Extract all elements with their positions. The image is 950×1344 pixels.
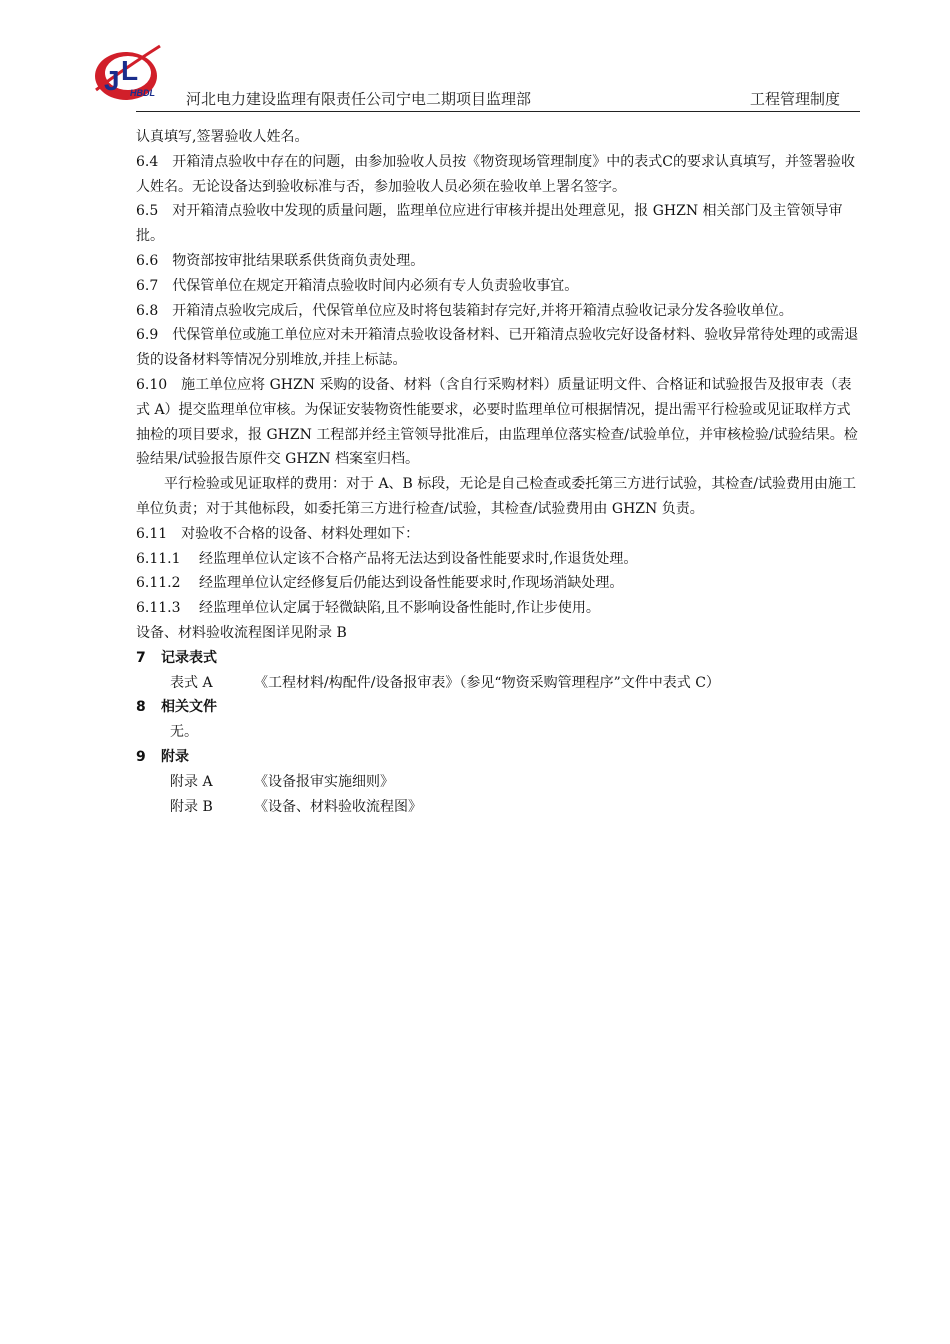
paragraph: 认真填写,签署验收人姓名。 — [136, 129, 309, 145]
appendix-text: 《设备报审实施细则》 — [254, 773, 394, 790]
section-heading-7 — [136, 646, 862, 671]
section-title: 记录表式 — [161, 649, 217, 666]
section-heading-8 — [136, 695, 862, 720]
paragraph: 6.9 代保管单位或施工单位应对未开箱清点验收设备材料、已开箱清点验收完好设备材料、验收异常待处理的或需退货的设备材料等情况分别堆放,并挂上标誌。 — [136, 327, 859, 369]
section-title: 相关文件 — [161, 699, 217, 716]
record-row — [136, 671, 862, 696]
paragraph: 6.4 开箱清点验收中存在的问题，由参加验收人员按《物资现场管理制度》中的表式C的要求认真填写，并签署验收人姓名。无论设备达到验收标准与否，参加验收人员必须在验收单上署名签字。 — [136, 153, 855, 195]
section-title: 附录 — [161, 748, 189, 765]
paragraph: 6.7 代保管单位在规定开箱清点验收时间内必须有专人负责验收事宜。 — [136, 277, 579, 294]
header-doc-type: 工程管理制度 — [749, 90, 840, 108]
paragraph: 6.8 开箱清点验收完成后，代保管单位应及时将包装箱封存完好,并将开箱清点验收记录分发各验收单位。 — [136, 302, 793, 319]
paragraph: 6.5 对开箱清点验收中发现的质量问题，监理单位应进行审核并提出处理意见，报 GHZN 相关部门及主管领导审批。 — [136, 203, 843, 245]
indented-paragraph: 平行检验或见证取样的费用：对于 A、B 标段，无论是自己检查或委托第三方进行试验，其检查/试验费用由施工单位负责；对于其他标段，如委托第三方进行检查/试验，其检查/试验费用由 GHZN 负责。 — [136, 476, 857, 517]
appendix-row — [136, 770, 862, 795]
svg-text:HBDL: HBDL — [130, 88, 155, 98]
header-title: 河北电力建设监理有限责任公司宁电二期项目监理部 — [186, 90, 532, 108]
appendix-row — [136, 795, 862, 820]
section-number: 9 — [136, 748, 146, 765]
svg-text:L: L — [121, 55, 139, 86]
appendix-label: 附录 B — [170, 798, 213, 815]
section-number: 7 — [136, 649, 146, 666]
paragraph: 6.6 物资部按审批结果联系供货商负责处理。 — [136, 252, 425, 269]
section-number: 8 — [136, 699, 146, 716]
record-text: 《工程材料/构配件/设备报审表》（参见“物资采购管理程序”文件中表式 C） — [254, 674, 720, 691]
paragraph: 6.11 对验收不合格的设备、材料处理如下： — [136, 525, 420, 542]
sub-item: 6.11.3 经监理单位认定属于轻微缺陷,且不影响设备性能时,作让步使用。 — [136, 600, 600, 617]
related-docs-text: 无。 — [170, 724, 198, 741]
appendix-label: 附录 A — [170, 773, 213, 790]
appendix-text: 《设备、材料验收流程图》 — [254, 798, 422, 815]
document-body — [136, 125, 862, 819]
related-docs-row — [136, 720, 862, 745]
paragraph: 6.10 施工单位应将 GHZN 采购的设备、材料（含自行采购材料）质量证明文件、合格证和试验报告及报审表（表式 A）提交监理单位审核。为保证安装物资性能要求，必要时监理单位可根据情况，提出需平行检验或见证取样方式抽检的项目要求，报 GHZN 工程部并经主管领导批准后，由监理单位落实检查/试验单位，并审核检验/试验结果。检验结果/试验报告原件交 GHZN 档案室归档。 — [136, 376, 858, 468]
svg-text:J: J — [104, 65, 120, 96]
record-label: 表式 A — [170, 674, 213, 691]
sub-item: 6.11.1 经监理单位认定该不合格产品将无法达到设备性能要求时,作退货处理。 — [136, 550, 638, 567]
section-heading-9 — [136, 745, 862, 770]
sub-item: 6.11.2 经监理单位认定经修复后仍能达到设备性能要求时,作现场消缺处理。 — [136, 575, 624, 592]
flow-note: 设备、材料验收流程图详见附录 B — [136, 624, 347, 641]
header-divider — [136, 111, 860, 112]
company-logo — [92, 40, 164, 104]
